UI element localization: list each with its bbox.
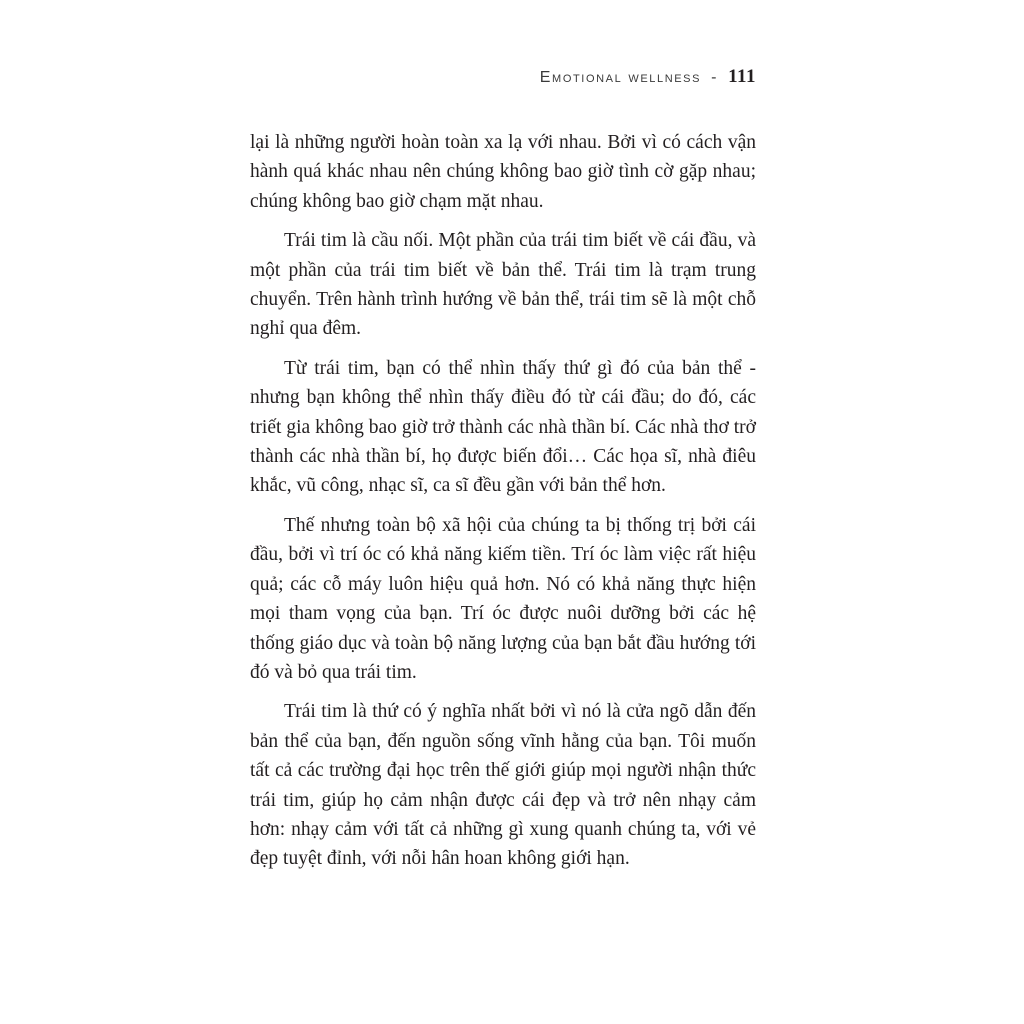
running-head <box>450 66 756 88</box>
running-head-separator: - <box>711 69 719 86</box>
paragraph: Từ trái tim, bạn có thể nhìn thấy thứ gì đó của bản thể - nhưng bạn không thể nhìn thấy điều đó từ cái đầu; do đó, các triết gia không bao giờ trở thành các nhà thần bí. Các nhà thơ trở thành các nhà thần bí, họ được biến đổi… Các họa sĩ, nhà điêu khắc, vũ công, nhạc sĩ, ca sĩ đều gần với bản thể hơn. <box>250 357 756 497</box>
paragraph: Thế nhưng toàn bộ xã hội của chúng ta bị thống trị bởi cái đầu, bởi vì trí óc có khả năng kiếm tiền. Trí óc làm việc rất hiệu quả; các cỗ máy luôn hiệu quả hơn. Nó có khả năng thực hiện mọi tham vọng của bạn. Trí óc được nuôi dưỡng bởi các hệ thống giáo dục và toàn bộ năng lượng của bạn bắt đầu hướng tới đó và bỏ qua trái tim. <box>250 514 756 683</box>
page-number: 111 <box>728 66 756 87</box>
body-text <box>250 128 756 884</box>
paragraph: Trái tim là thứ có ý nghĩa nhất bởi vì nó là cửa ngõ dẫn đến bản thể của bạn, đến nguồn sống vĩnh hằng của bạn. Tôi muốn tất cả các trường đại học trên thế giới giúp mọi người nhận thức trái tim, giúp họ cảm nhận được cái đẹp và trở nên nhạy cảm hơn: nhạy cảm với tất cả những gì xung quanh chúng ta, với vẻ đẹp tuyệt đỉnh, với nỗi hân hoan không giới hạn. <box>250 701 756 870</box>
paragraph: Trái tim là cầu nối. Một phần của trái tim biết về cái đầu, và một phần của trái tim biết về bản thể. Trái tim là trạm trung chuyển. Trên hành trình hướng về bản thể, trái tim sẽ là một chỗ nghỉ qua đêm. <box>250 230 756 340</box>
running-head-title: Emotional wellness <box>539 69 702 86</box>
paragraph-continued: lại là những người hoàn toàn xa lạ với nhau. Bởi vì có cách vận hành quá khác nhau nên chúng không bao giờ tình cờ gặp nhau; chúng không bao giờ chạm mặt nhau. <box>250 132 756 212</box>
